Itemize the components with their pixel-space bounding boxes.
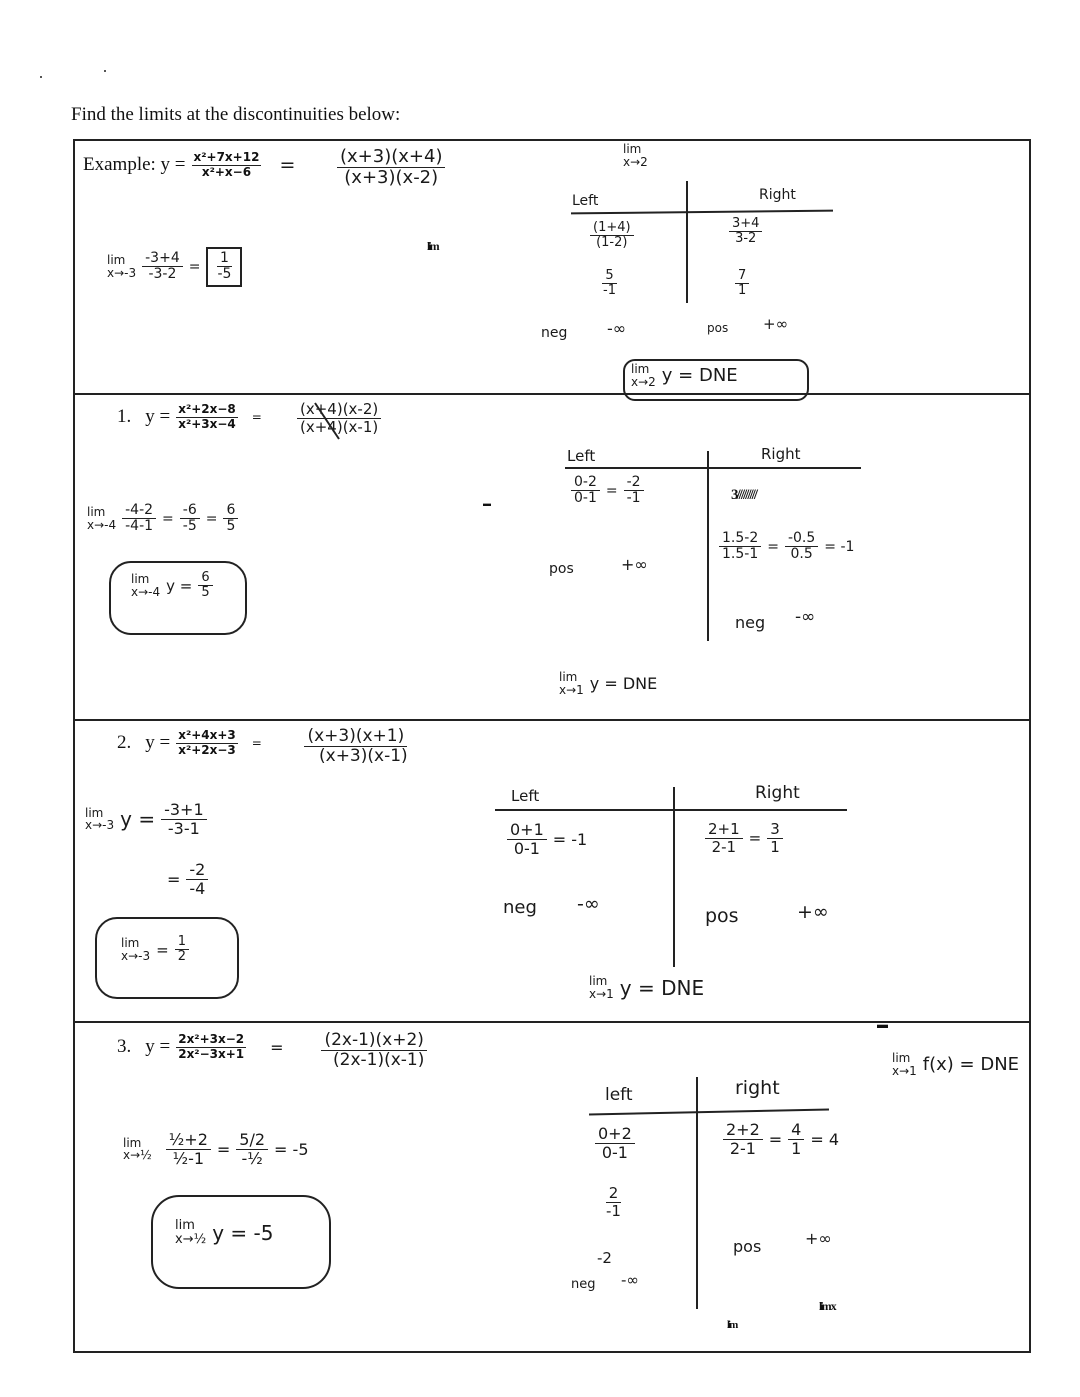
- scan-speck: [40, 76, 42, 78]
- left-row-1: $\frac{0-2}{0-1}$ = $\frac{-2}{-1}$: [571, 475, 644, 507]
- right-header: right: [735, 1077, 780, 1099]
- scribble-mark: lim: [427, 239, 438, 253]
- left-header: Left: [567, 447, 596, 465]
- right-row-2: $\frac{7}{1}$: [735, 269, 749, 299]
- problem-2-equation: 2. y = $\frac{\text{x²+4x+3}}{\text{x²+2x−3}}$ =: [117, 728, 262, 757]
- right-result: +∞: [763, 315, 789, 333]
- table-header-line: [571, 210, 833, 215]
- left-sign: neg: [541, 325, 568, 341]
- right-result: -∞: [795, 607, 816, 627]
- left-row-1: $\frac{0+1}{0-1}$ = -1: [507, 821, 587, 857]
- right-result: +∞: [805, 1229, 832, 1248]
- problem-2-answer: lim x→-3 = $\frac{1}{2}$: [121, 935, 189, 965]
- scan-speck: [104, 70, 106, 72]
- right-header: Right: [759, 187, 796, 203]
- left-sign: pos: [549, 561, 574, 577]
- problem-1-removable-limit: lim x→-4 $\frac{-4-2}{-4-1}$ = $\frac{-6}{-5}$ = $\frac{6}{5}$: [87, 503, 238, 535]
- left-row-1: $\frac{(1+4)}{(1-2)}$: [590, 221, 634, 251]
- table-divider: [673, 787, 675, 967]
- problem-3-side-note: lim x→1 f(x) = DNE: [892, 1051, 1020, 1078]
- example-table-limit: lim x→2: [623, 142, 648, 169]
- left-header: left: [605, 1085, 633, 1105]
- right-sign: pos: [707, 321, 729, 335]
- problem-1-conclusion: lim x→1 y = DNE: [559, 670, 658, 697]
- example-equation: Example: y = $\frac{\text{x²+7x+12}}{\text{x²+x−6}}$ =: [83, 150, 296, 179]
- problem-2-factored: $\frac{(x+3)(x+1)}{(x+3)(x-1)}$: [301, 727, 411, 765]
- example-label: Example: y =: [83, 154, 186, 176]
- left-result: -∞: [577, 893, 600, 915]
- scribble-mark: lim: [727, 1319, 737, 1331]
- page-title: Find the limits at the discontinuities below:: [71, 104, 401, 125]
- table-divider: [686, 181, 688, 303]
- example-removable-limit: lim x→-3 $\frac{-3+4}{-3-2}$ = $\frac{1}{-5}$: [107, 247, 242, 287]
- problem-3-equation: 3. y = $\frac{\text{2x²+3x−2}}{\text{2x²−3x+1}}$ =: [117, 1032, 284, 1061]
- problem-1-equation: 1. y = $\frac{\text{x²+2x−8}}{\text{x²+3x−4}}$ =: [117, 402, 262, 431]
- right-header: Right: [761, 445, 801, 463]
- scribble-mark: lim x: [819, 1299, 835, 1313]
- problem-1-section: [73, 393, 1031, 721]
- table-header-line: [565, 467, 861, 469]
- left-result: -∞: [621, 1271, 639, 1289]
- problem-3-answer: lim x→½ y = -5: [175, 1218, 274, 1247]
- problem-3-factored: $\frac{(2x-1)(x+2)}{(2x-1)(x-1)}$: [321, 1031, 427, 1069]
- problem-3-section: [73, 1021, 1031, 1353]
- left-sign: neg: [571, 1277, 596, 1292]
- problem-1-factored: $\frac{(x+4)(x-2)}{(x+4)(x-1)}$: [297, 401, 381, 435]
- left-row-2: $\frac{2}{-1}$: [606, 1184, 621, 1220]
- right-sign: pos: [705, 905, 739, 927]
- problem-2-conclusion: lim x→1 y = DNE: [589, 974, 705, 1001]
- problem-2-section: [73, 719, 1031, 1023]
- right-row-1: $\frac{2+1}{2-1}$ = $\frac{3}{1}$: [705, 821, 783, 855]
- example-factored: $\frac{(x+3)(x+4)}{(x+3)(x-2)}$: [337, 147, 445, 188]
- right-result: +∞: [797, 901, 829, 923]
- table-header-line: [495, 809, 847, 811]
- right-sign: neg: [735, 613, 766, 632]
- example-section: [73, 139, 1031, 395]
- right-row-1: $\frac{1.5-2}{1.5-1}$ = $\frac{-0.5}{0.5}$ = -1: [719, 531, 854, 563]
- table-divider: [696, 1077, 698, 1309]
- left-header: Left: [511, 787, 540, 805]
- right-row-1: $\frac{3+4}{3-2}$: [729, 217, 762, 247]
- example-fraction: $\frac{\text{x²+7x+12}}{\text{x²+x−6}}$: [193, 150, 260, 179]
- problem-1-answer: lim x→-4 y = $\frac{6}{5}$: [131, 571, 213, 601]
- problem-3-removable-limit: lim x→½ $\frac{\text{½+2}}{\text{½-1}}$ = $\frac{5/2}{\text{-½}}$ = -5: [123, 1130, 309, 1168]
- scribble-mark: ▬: [483, 499, 489, 508]
- left-row-1: $\frac{0+2}{0-1}$: [595, 1125, 635, 1161]
- table-header-line: [589, 1108, 829, 1115]
- problem-2-removable-step: = $\frac{-2}{-4}$: [167, 861, 208, 897]
- problem-2-removable-limit: lim x→-3 y = $\frac{-3+1}{-3-1}$: [85, 801, 207, 837]
- cancel-strike-icon: [313, 401, 343, 441]
- example-conclusion: lim x→2 y = DNE: [631, 362, 738, 389]
- right-sign: pos: [733, 1237, 762, 1256]
- table-divider: [707, 451, 709, 641]
- example-boxed-answer: $\frac{1}{-5}$: [206, 247, 242, 287]
- left-header: Left: [572, 193, 599, 209]
- scribble-mark: ▬: [877, 1019, 886, 1031]
- crossed-out-work: 3/////////: [731, 487, 757, 503]
- right-row-1: $\frac{2+2}{2-1}$ = $\frac{4}{1}$ = 4: [723, 1121, 839, 1157]
- left-result: +∞: [621, 555, 648, 574]
- left-sign: neg: [503, 897, 537, 918]
- right-header: Right: [755, 783, 800, 803]
- left-result: -∞: [607, 319, 627, 338]
- left-row-2: $\frac{5}{-1}$: [603, 268, 616, 299]
- left-value: -2: [597, 1249, 612, 1267]
